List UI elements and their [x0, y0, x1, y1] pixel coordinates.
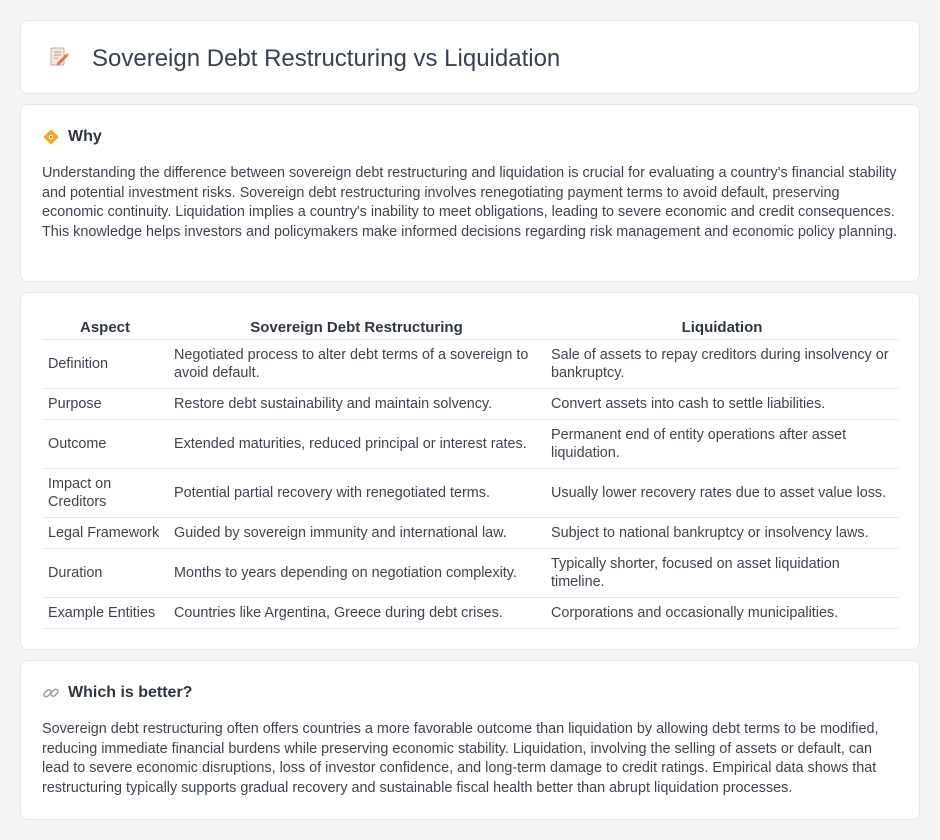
restructuring-cell: Months to years depending on negotiation complexity.	[168, 548, 545, 597]
liquidation-cell: Subject to national bankruptcy or insolvency laws.	[545, 517, 899, 548]
document-pen-icon	[48, 46, 70, 68]
table-row	[42, 388, 899, 419]
better-paragraph: Sovereign debt restructuring often offers countries a more favorable outcome than liquidation by allowing debt terms to be modified, reducing immediate financial burdens while preserving economic stability. Liquidation, involving the selling of assets or default, can lead to severe economic disruptions, loss of investor confidence, and long-term damage to credit ratings. Empirical data shows that restructuring typically supports gradual recovery and sustainable fiscal health better than abrupt liquidation processes.	[42, 721, 879, 796]
restructuring-cell: Restore debt sustainability and maintain solvency.	[168, 388, 545, 419]
why-paragraph: Understanding the difference between sovereign debt restructuring and liquidation is crucial for evaluating a country's financial stability and potential investment risks. Sovereign debt restructuring involves renegotiating payment terms to avoid default, preserving economic continuity. Liquidation implies a country's inability to meet obligations, leading to severe economic and credit consequences. This knowledge helps investors and policymakers make informed decisions regarding risk management and economic policy planning.	[42, 165, 898, 240]
aspect-cell: Outcome	[42, 419, 168, 468]
liquidation-cell: Sale of assets to repay creditors during insolvency or bankruptcy.	[545, 339, 899, 388]
why-section	[20, 104, 920, 282]
better-heading	[42, 682, 192, 704]
table-row	[42, 468, 899, 517]
table-row	[42, 597, 899, 628]
page-title: Sovereign Debt Restructuring vs Liquidation	[92, 45, 561, 72]
aspect-cell: Purpose	[42, 388, 168, 419]
aspect-cell: Legal Framework	[42, 517, 168, 548]
aspect-cell: Impact on Creditors	[42, 468, 168, 517]
header-liquidation: Liquidation	[545, 313, 899, 339]
link-icon	[42, 684, 60, 702]
aspect-cell: Example Entities	[42, 597, 168, 628]
better-section	[20, 660, 920, 820]
table-row	[42, 517, 899, 548]
header-restructuring: Sovereign Debt Restructuring	[168, 313, 545, 339]
why-heading	[42, 126, 102, 148]
table-row	[42, 548, 899, 597]
title-card	[20, 20, 920, 94]
restructuring-cell: Extended maturities, reduced principal or interest rates.	[168, 419, 545, 468]
liquidation-cell: Typically shorter, focused on asset liquidation timeline.	[545, 548, 899, 597]
comparison-table	[42, 313, 899, 629]
aspect-cell: Duration	[42, 548, 168, 597]
liquidation-cell: Usually lower recovery rates due to asset value loss.	[545, 468, 899, 517]
table-header-row	[42, 313, 899, 339]
restructuring-cell: Negotiated process to alter debt terms of a sovereign to avoid default.	[168, 339, 545, 388]
aspect-cell: Definition	[42, 339, 168, 388]
table-row	[42, 419, 899, 468]
header-aspect: Aspect	[42, 313, 168, 339]
restructuring-cell: Potential partial recovery with renegotiated terms.	[168, 468, 545, 517]
table-row	[42, 339, 899, 388]
comparison-section	[20, 292, 920, 650]
liquidation-cell: Convert assets into cash to settle liabilities.	[545, 388, 899, 419]
restructuring-cell: Countries like Argentina, Greece during debt crises.	[168, 597, 545, 628]
why-heading-label: Why	[68, 128, 102, 145]
liquidation-cell: Permanent end of entity operations after asset liquidation.	[545, 419, 899, 468]
liquidation-cell: Corporations and occasionally municipalities.	[545, 597, 899, 628]
diamond-warning-icon	[42, 128, 60, 146]
better-heading-label: Which is better?	[68, 684, 193, 701]
restructuring-cell: Guided by sovereign immunity and international law.	[168, 517, 545, 548]
